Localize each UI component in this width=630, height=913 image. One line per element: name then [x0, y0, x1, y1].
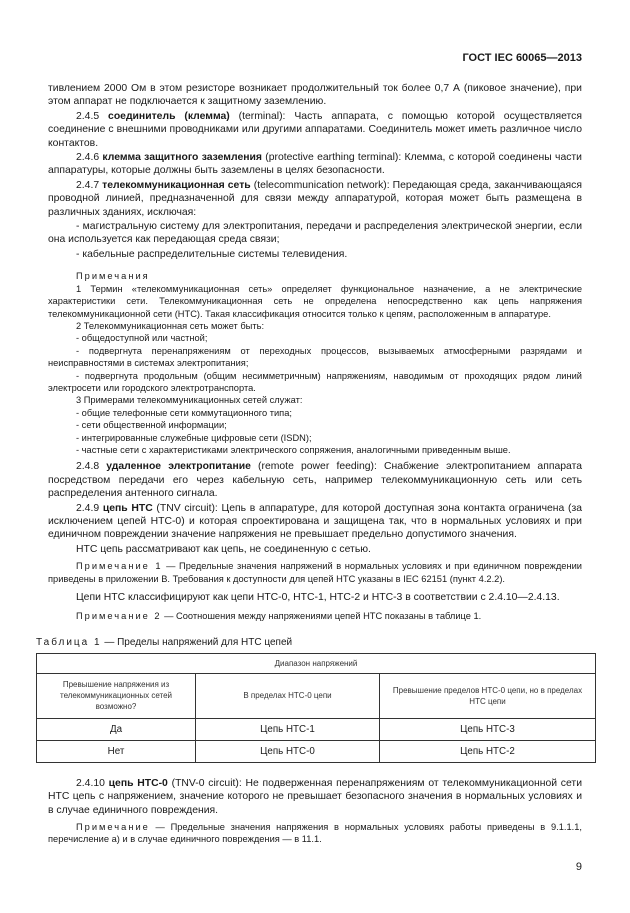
- clause-2-4-10: 2.4.10 цепь НТС-0 (TNV-0 circuit): Не подверженная перенапряжениям от телекоммуникационной сети НТС цепь с напряжением, значение которого не превышает безопасного значения в нормальных условиях и в случае единичного повреждения.: [48, 777, 582, 816]
- term: цепь НТС-0: [108, 777, 168, 789]
- continuation-paragraph: тивлением 2000 Ом в этом резисторе возникает продолжительный ток более 0,7 А (пиковое значение), при этом аппарат не подключается к защитному заземлению.: [48, 83, 582, 108]
- term: цепь НТС: [102, 502, 153, 514]
- table-caption: Таблица 1 — Пределы напряжений для НТС цепей: [36, 636, 293, 648]
- term: телекоммуникационная сеть: [102, 179, 251, 191]
- clause-2-4-7-item: - кабельные распределительные системы телевидения.: [76, 248, 348, 260]
- clause-2-4-9: 2.4.9 цепь НТС (TNV circuit): Цепь в аппаратуре, для которой доступная зона контакта ограничена (за исключением цепей НТС-0) и которая спроектирована и защищена так, что в нормальных условиях и при единичном повреждении значение напряжения не превышает предельно допустимого значения.: [48, 502, 583, 541]
- table-col-header: Превышение пределов НТС-0 цепи, но в пределах НТС цепи: [380, 673, 596, 718]
- page-number: 9: [575, 861, 582, 873]
- note-final: Примечание — Предельные значения напряжения в нормальных условиях работы приведены в 9.1.1.1, перечисление а) и в случае единичного повреждения — в 11.1.: [48, 822, 582, 845]
- note-line: - подвергнута перенапряжениям от переходных процессов, вызываемых атмосферными разрядами и неисправностями в системах электропитания;: [48, 345, 582, 369]
- page-body: [36, 82, 583, 846]
- clause-2-4-8: 2.4.8 удаленное электропитание (remote power feeding): Снабжение электропитанием аппарата посредством передачи его через кабельную сеть, например телекоммуникационную сеть или сеть распределения антенного сигнала.: [48, 461, 582, 500]
- clause-2-4-5: 2.4.5 соединитель (клемма) (terminal): Часть аппарата, с помощью которой осуществляется соединение с внешними проводниками или другими аппаратами. Соединитель может иметь различное число контактов.: [48, 110, 582, 149]
- voltage-limits-table: [36, 653, 596, 763]
- note-line: - интегрированные служебные цифровые сети (ISDN);: [76, 432, 312, 443]
- table-cell: Нет: [37, 740, 196, 762]
- tnv-paragraph: НТС цепь рассматривают как цепь, не соединенную с сетью.: [76, 543, 371, 555]
- note-line: 1 Термин «телекоммуникационная сеть» определяет функциональное назначение, а не электрические характеристики сети. Телекоммуникационная сеть не определена непосредственно как цепь напряжения телекоммуникационной сети (НТС). Такая классификация относится только к цепям, расположенным в аппаратуре.: [48, 283, 582, 319]
- table-col-header: В пределах НТС-0 цепи: [196, 673, 380, 718]
- table-cell: Цепь НТС-0: [196, 740, 380, 762]
- note-line: - общедоступной или частной;: [76, 333, 208, 344]
- tnv-classes-paragraph: Цепи НТС классифицируют как цепи НТС-0, НТС-1, НТС-2 и НТС-3 в соответствии с 2.4.10—2.4.13.: [76, 592, 560, 604]
- document-header: ГОСТ IEC 60065—2013: [462, 52, 582, 64]
- note-line: 2 Телекоммуникационная сеть может быть:: [76, 320, 265, 331]
- clause-2-4-7: 2.4.7 телекоммуникационная сеть (telecommunication network): Передающая среда, заканчивающаяся проводной линией, предназначенной для связи между аппаратурой, которая может быть размещена в различных зданиях, исключая:: [48, 179, 583, 218]
- table-row: [37, 740, 596, 762]
- note-1: Примечание 1 — Предельные значения напряжений в нормальных условиях и при единичном повреждении приведены в приложении В. Требования к доступности для цепей НТС указаны в IEC 62151 (пункт 4.2.2).: [48, 561, 582, 584]
- note-line: - сети общественной информации;: [76, 420, 227, 431]
- table-cell: Да: [37, 718, 196, 740]
- note-line: - общие телефонные сети коммутационного типа;: [76, 407, 292, 418]
- note-line: - частные сети с характеристиками электрического сопряжения, аналогичными приведенным выше.: [76, 444, 511, 455]
- table-col-header: Превышение напряжения из телекоммуникационных сетей возможно?: [37, 673, 196, 718]
- notes-title: Примечания: [76, 271, 150, 282]
- table-cell: Цепь НТС-3: [380, 718, 596, 740]
- table-span-header: Диапазон напряжений: [37, 653, 596, 673]
- note-line: 3 Примерами телекоммуникационных сетей служат:: [76, 395, 303, 406]
- table-cell: Цепь НТС-1: [196, 718, 380, 740]
- term: клемма защитного заземления: [102, 152, 262, 164]
- note-line: - подвергнута продольным (общим несимметричным) напряжениям, наводимым от проходящих рядом линий электросети или городского электротранспорта.: [48, 370, 582, 393]
- note-2: Примечание 2 — Соотношения между напряжениями цепей НТС показаны в таблице 1.: [76, 611, 482, 622]
- table-cell: Цепь НТС-2: [380, 740, 596, 762]
- clause-2-4-7-item: - магистральную систему для электропитания, передачи и распределения электрической энергии, если она используется как передающая среда связи;: [48, 221, 582, 246]
- clause-2-4-6: 2.4.6 клемма защитного заземления (protective earthing terminal): Клемма, с которой соединены части аппаратуры, которые должны быть заземлены в целях безопасности.: [48, 152, 582, 177]
- table-row: [37, 718, 596, 740]
- term: соединитель (клемма): [108, 110, 230, 122]
- term: удаленное электропитание: [106, 461, 251, 473]
